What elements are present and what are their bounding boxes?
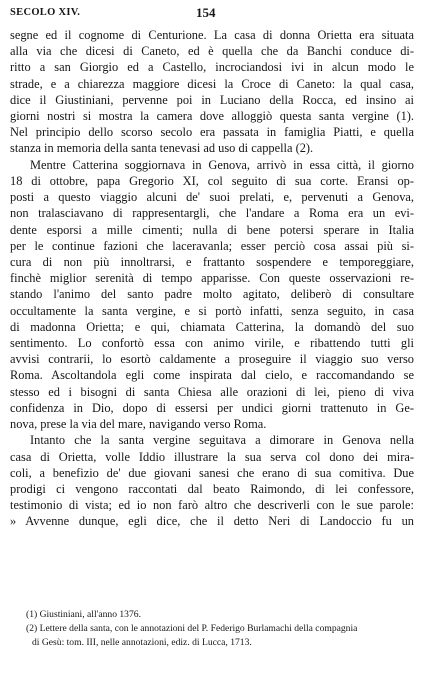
text-line: Mentre Catterina soggiornava in Genova, arrivò in essa città, il giorno: [30, 157, 414, 172]
text-line: giorni nostri si mostra la camera dove alloggiò questa santa vergine (1).: [10, 108, 414, 123]
paragraph-2: [10, 157, 414, 432]
text-line: » Avvenne dunque, egli dice, che il detto Neri di Landoccio fu un: [10, 514, 414, 529]
footnotes: [10, 608, 414, 650]
text-line: stando l'animo del santo padre molto agitato, deliberò di consultare: [10, 287, 414, 302]
text-line: Intanto che la santa vergine seguitava a dimorare in Genova nella: [30, 433, 414, 448]
text-line: confidenza in Dio, dopo di essersi per undici giorni trattenuto in Ge-: [10, 400, 414, 415]
text-line: ritto a san Giorgio ed a Castello, incrociandosi ivi in alcun modo le: [10, 60, 414, 75]
text-line: segne ed il cognome di Centurione. La casa di donna Orietta era situata: [10, 28, 414, 42]
text-line: dente esporsi a mille cimenti; nulla di bene potersi sperare in Italia: [10, 222, 414, 237]
text-line: Roma. Ascoltandola egli come inspirata dal cielo, e raccomandando se: [10, 368, 414, 383]
text-line: Nel principio dello scorso secolo era passata in famiglia Piatti, e quella: [10, 125, 414, 140]
text-line: stesso ed i bisogni di santa Chiesa alle orazioni di lei, pieno di viva: [10, 384, 414, 399]
running-head: SECOLO XIV.: [10, 7, 81, 18]
footnote-1: (1) Giustiniani, all'anno 1376.: [26, 609, 141, 620]
text-line: strade, e a chiarezza maggiore dicesi la Croce di Caneto: la qual casa,: [10, 76, 414, 91]
text-line: finchè miglior serenità di tempo apparisse. Con queste osservazioni re-: [10, 271, 414, 286]
footnote-2: (2) Lettere della santa, con le annotazioni del P. Federigo Burlamachi della compagnia: [26, 623, 358, 634]
text-line: dice il Giustiniani, pervenne poi in Luciano della Rocca, ed insino ai: [10, 92, 414, 107]
text-line: posti a questo viaggio alcuni de' suoi prelati, e, pervenuti a Genova,: [10, 190, 414, 205]
text-line: casa di Orietta, volle Iddio illustrare la sua serva col dono dei mira-: [10, 449, 414, 464]
paragraph-1: [10, 27, 414, 157]
text-line: occultamente la santa vergine, e si portò infatti, senza seguito, in casa: [10, 303, 414, 318]
footnote-2-continuation: di Gesù: tom. III, nelle annotazioni, ediz. di Lucca, 1713.: [32, 637, 252, 648]
text-line: nova, prese la via del mare, navigando verso Roma.: [10, 416, 267, 431]
page-header: [10, 5, 414, 21]
text-line: per le continue fazioni che laceravanla; esser perciò cosa assai più si-: [10, 238, 414, 253]
text-line: cura di non più innoltrarsi, e frattanto sospendere e temporeggiare,: [10, 255, 414, 270]
text-line: di madonna Orietta; e qui, chiamata Catterina, la domandò del suo: [10, 319, 414, 334]
body-text: [10, 27, 414, 530]
text-line: stanza in memoria della santa tenevasi ad uso di cappella (2).: [10, 141, 314, 156]
text-line: alla via che dicesi di Caneto, ed è quella che da Banchi conduce di-: [10, 44, 414, 59]
text-line: avvisi contrarii, lo esortò caldamente a proseguire il viaggio suo verso: [10, 352, 414, 367]
paragraph-3: [10, 432, 414, 529]
text-line: sentimento. Lo confortò essa con animo virile, e ribattendo tutti gli: [10, 335, 414, 350]
text-line: 18 di ottobre, papa Gregorio XI, col seguito di sua corte. Eransi op-: [10, 174, 414, 189]
page-number: 154: [196, 5, 216, 20]
text-line: prodigi ci vengono raccontati dal beato Raimondo, di lei confessore,: [10, 482, 414, 497]
text-line: non tralasciavano di rappresentargli, che l'andare a Roma era un evi-: [10, 206, 414, 221]
text-line: coli, a benefizio de' due giovani sanesi che erano di sua comitiva. Due: [10, 465, 414, 480]
text-line: testimonio di vista; ed io non farò altro che descriverli con le sue parole:: [10, 498, 414, 513]
